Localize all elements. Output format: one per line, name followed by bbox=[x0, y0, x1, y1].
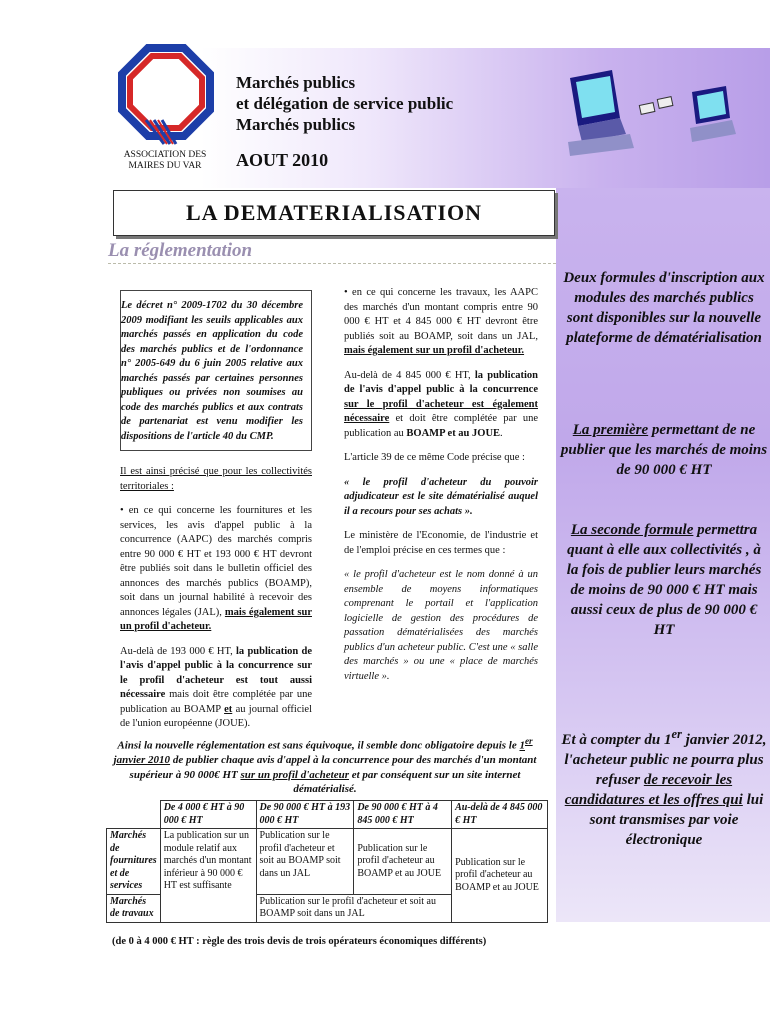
table-header: Au-delà de 4 845 000 € HT bbox=[452, 801, 548, 829]
text-span: permettra quant à elle aux collectivités , à la fois de publier leurs marchés de moins de 90 000 € HT mais aussi ceux de plus de 90 000 € HT bbox=[566, 522, 762, 638]
text-span: et bbox=[224, 703, 233, 715]
text-span: 1 bbox=[519, 739, 525, 752]
text-span: au journal officiel de l'union européenne (JOUE). bbox=[120, 703, 312, 729]
text-span: La première bbox=[572, 422, 649, 438]
section-heading: La réglementation bbox=[108, 240, 253, 261]
text-span: sur le profil d'acheteur est également nécessaire bbox=[344, 398, 538, 424]
paragraph bbox=[120, 645, 312, 732]
paragraph: L'article 39 de ce même Code précise que : bbox=[344, 452, 525, 463]
text-span: sur un profil d'acheteur bbox=[240, 768, 349, 781]
text-span: er bbox=[671, 727, 682, 741]
text-span: er bbox=[524, 736, 533, 746]
header-title bbox=[236, 72, 453, 135]
text-span: Ainsi la nouvelle réglementation est sans équivoque, il semble donc obligatoire depuis le bbox=[117, 739, 520, 752]
computer-network-icon bbox=[560, 68, 760, 158]
sidebar-block bbox=[560, 724, 768, 850]
text-span: • en ce qui concerne les travaux, les AAPC des marchés d'un montant compris entre 90 000 € HT et 4 845 000 € HT devront être publiés soit au BOAMP, soit dans un JAL, bbox=[344, 287, 538, 342]
sidebar-block bbox=[560, 420, 768, 480]
text-span: BOAMP et au JOUE bbox=[406, 427, 501, 439]
row-label: Marchés de fournitures et de services bbox=[107, 829, 161, 895]
row-label: Marchés de travaux bbox=[107, 894, 161, 922]
text-span: et doit être complétée par une publication au bbox=[344, 413, 538, 439]
paragraph: Il est ainsi précisé que pour les collectivités territoriales : bbox=[120, 466, 312, 492]
text-span: La seconde formule bbox=[570, 522, 694, 538]
paragraph bbox=[344, 369, 538, 442]
summary-text bbox=[112, 734, 538, 797]
header-title-line: et délégation de service public bbox=[236, 94, 454, 113]
text-span: et par conséquent sur un site internet dématérialisé. bbox=[293, 768, 521, 796]
header-title-line: Marchés publics bbox=[236, 73, 356, 92]
text-span: mais également sur un profil d'acheteur. bbox=[344, 345, 525, 356]
text-span: Au-delà de 193 000 € HT, bbox=[120, 645, 236, 657]
table-header: De 90 000 € HT à 193 000 € HT bbox=[256, 801, 354, 829]
table-row bbox=[107, 829, 548, 895]
quote: « le profil d'acheteur du pouvoir adjudicateur est le site dématérialisé auquel il a recours pour ses achats ». bbox=[344, 476, 538, 517]
association-logo-icon bbox=[118, 44, 214, 148]
table-cell: Publication sur le profil d'acheteur et soit au BOAMP soit dans un JAL bbox=[256, 829, 354, 895]
association-line: ASSOCIATION DES bbox=[123, 150, 207, 160]
text-span: janvier 2010 bbox=[113, 754, 171, 767]
paragraph bbox=[344, 286, 538, 359]
text-span: de recevoir les candidatures et les offres bbox=[564, 772, 733, 808]
issue-date: AOUT 2010 bbox=[236, 150, 329, 170]
right-column bbox=[344, 286, 538, 694]
text-span: la publication de l'avis d'appel public à la concurrence bbox=[344, 369, 538, 395]
text-span: lui sont transmises par voie électronique bbox=[589, 792, 764, 848]
text-span: • en ce qui concerne les fournitures et les services, les avis d'appel public à la concurrence (AAPC) des marchés compris entre 90 000 € HT et 193 000 € HT devront être publiés soit dans le bulletin officiel des annonces des marchés publics (BOAMP), soit dans un journal habilité à recevoir des annonces légales (JAL), bbox=[120, 505, 312, 618]
table-cell bbox=[107, 801, 161, 829]
footnote: (de 0 à 4 000 € HT : règle des trois devis de trois opérateurs économiques différents) bbox=[112, 936, 487, 947]
paragraph: Le ministère de l'Economie, de l'industrie et de l'emploi précise en ces termes que : bbox=[344, 530, 538, 556]
text-span: Et à compter du 1 bbox=[561, 732, 672, 748]
sidebar-block: Deux formules d'inscription aux modules des marchés publics sont disponibles sur la nouvelle plateforme de dématérialisation bbox=[563, 270, 765, 346]
quote: « le profil d'acheteur est le nom donné à un ensemble de moyens informatiques comprenant le portail et l'application logicielle de gestion des procédures de passation dématérialisées des marchés publics d'un acheteur public. C'est une « salle des marchés » ou une « place de marchés virtuelle ». bbox=[344, 569, 538, 682]
text-span: la publication de l'avis d'appel public à la concurrence sur le profil d'acheteur est tout aussi nécessaire bbox=[120, 645, 312, 700]
text-span: mais également sur un profil d'acheteur. bbox=[120, 606, 312, 632]
table-cell: Publication sur le profil d'acheteur et soit au BOAMP soit dans un JAL bbox=[256, 894, 452, 922]
association-line: MAIRES DU VAR bbox=[128, 161, 202, 171]
text-span: janvier 2012, l'acheteur public ne pourra plus refuser bbox=[564, 732, 767, 788]
table-cell: Publication sur le profil d'acheteur au BOAMP et au JOUE bbox=[354, 829, 452, 895]
divider bbox=[108, 263, 556, 264]
text-span: . bbox=[500, 427, 503, 439]
table-header: De 90 000 € HT à 4 845 000 € HT bbox=[354, 801, 452, 829]
association-name bbox=[98, 150, 232, 172]
text-span: permettant de ne publier que les marchés de moins de 90 000 € HT bbox=[560, 422, 768, 478]
page-title: LA DEMATERIALISATION bbox=[113, 190, 555, 236]
left-column bbox=[120, 290, 312, 742]
text-span: Au-delà de 4 845 000 € HT, bbox=[344, 369, 475, 381]
text-span: de publier chaque avis d'appel à la concurrence pour des marchés d'un montant supérieur à 90 000€ HT bbox=[129, 754, 537, 781]
text-span: qui bbox=[722, 792, 743, 808]
table-row bbox=[107, 801, 548, 829]
sidebar-block bbox=[560, 520, 768, 640]
paragraph bbox=[120, 504, 312, 635]
header-title-line: Marchés publics bbox=[236, 115, 356, 134]
table-cell: La publication sur un module relatif aux marchés d'un montant inférieur à 90 000 € HT est suffisante bbox=[160, 829, 256, 923]
table-cell: Publication sur le profil d'acheteur au BOAMP et au JOUE bbox=[452, 829, 548, 923]
table-header: De 4 000 € HT à 90 000 € HT bbox=[160, 801, 256, 829]
decree-box bbox=[120, 290, 312, 451]
decree-text: Le décret n° 2009-1702 du 30 décembre 2009 modifiant les seuils applicables aux marchés passés en application du code des marchés publics et de l'ordonnance n° 2005-649 du 6 juin 2005 relative aux marchés passés par certaines personnes publiques ou privées non soumises au code des marchés publics et aux contrats de partenariat est venu modifier les dispositions de l'article 40 du CMP. bbox=[121, 300, 303, 442]
text-span: mais doit être complétée par une publication au BOAMP bbox=[120, 689, 312, 715]
thresholds-table bbox=[106, 800, 548, 923]
